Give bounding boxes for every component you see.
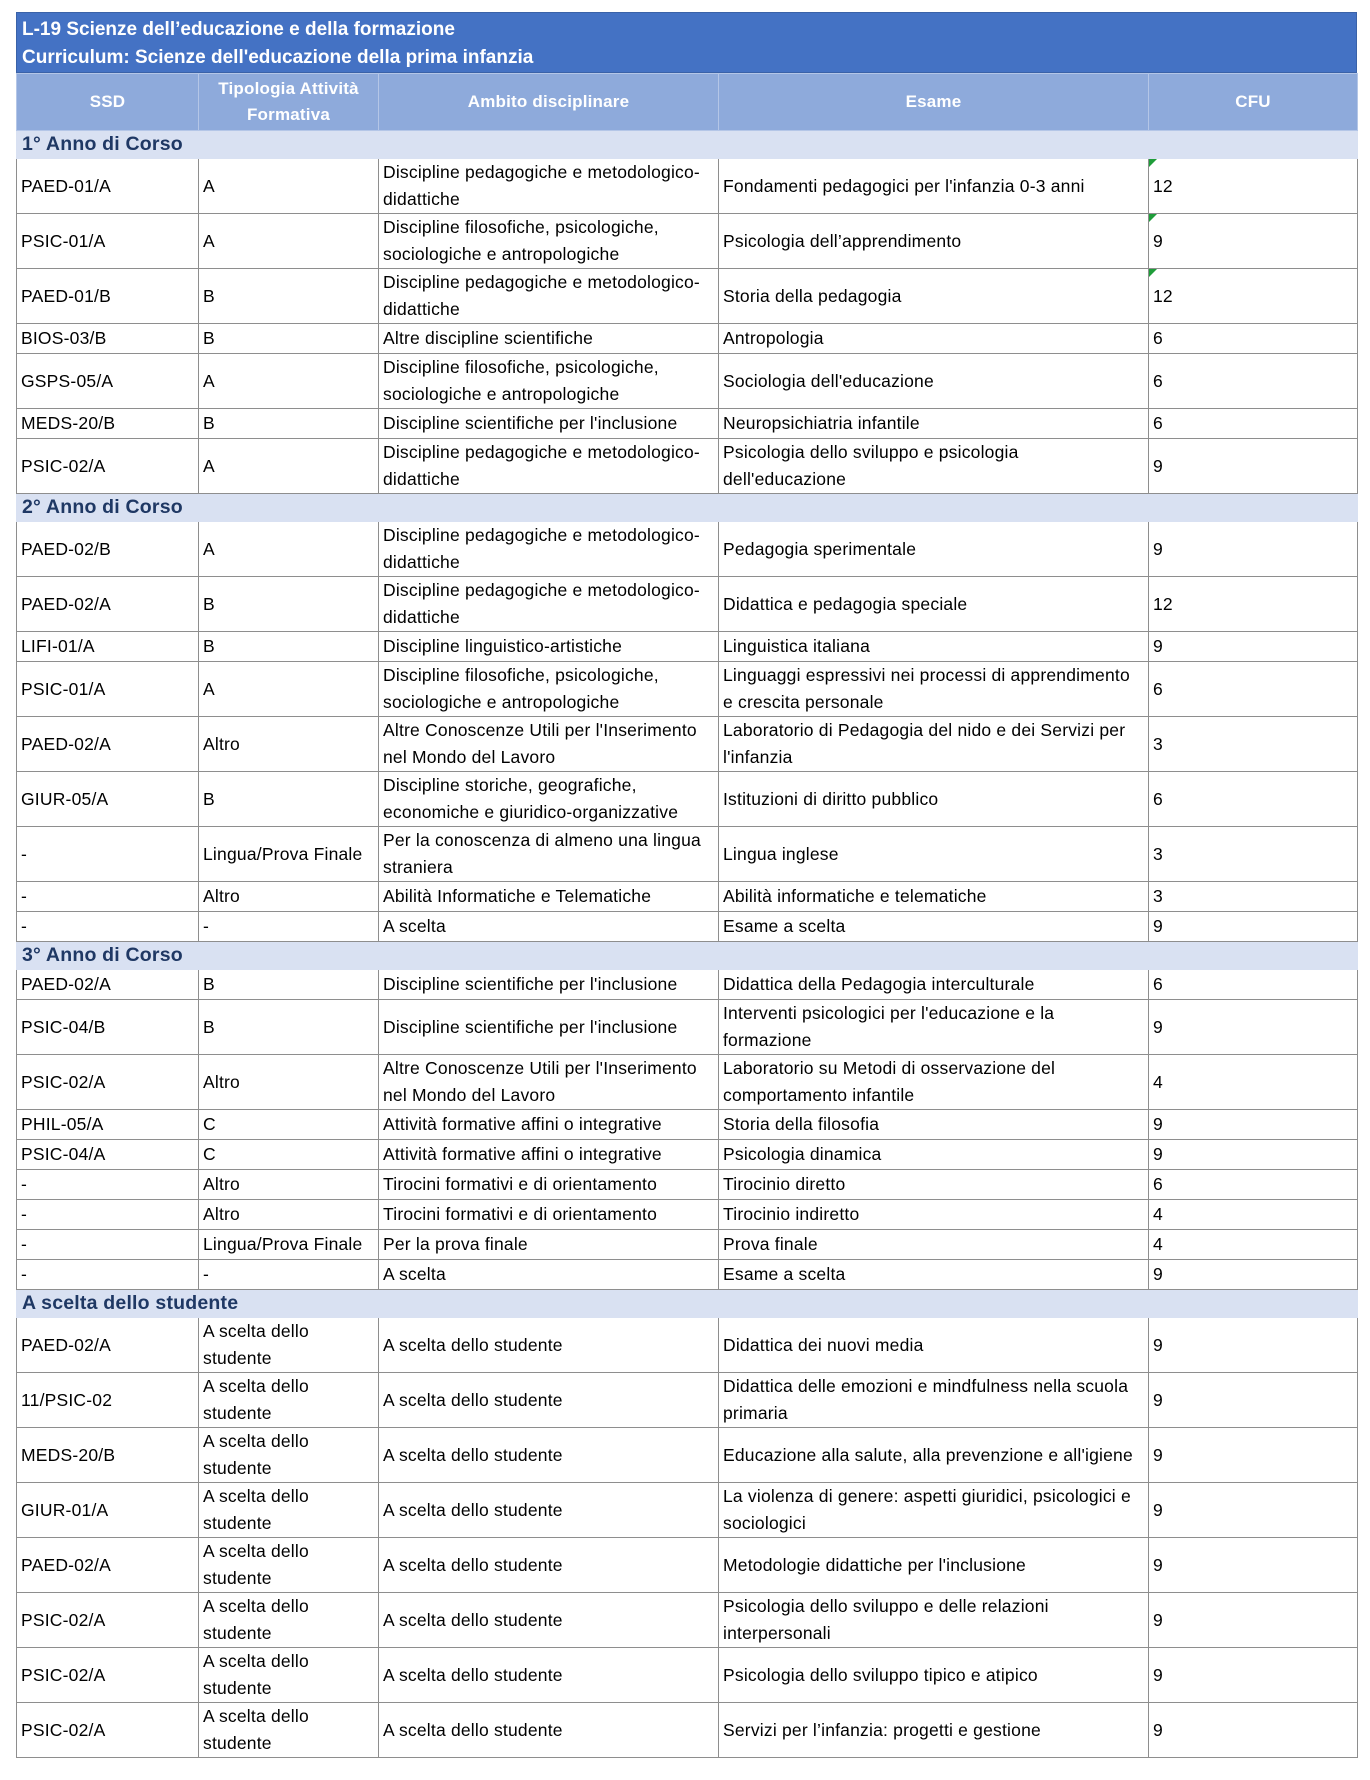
cell-ssd: MEDS-20/B	[17, 409, 199, 439]
cfu-value: 12	[1153, 285, 1173, 306]
cell-esame: Esame a scelta	[719, 1260, 1149, 1290]
cell-esame: Neuropsichiatria infantile	[719, 409, 1149, 439]
cfu-value: 9	[1153, 1499, 1163, 1520]
cell-cfu	[1149, 912, 1358, 942]
cell-esame: Didattica della Pedagogia interculturale	[719, 970, 1149, 1000]
cell-cfu	[1149, 717, 1358, 772]
table-row	[17, 439, 1358, 494]
table-row	[17, 662, 1358, 717]
cell-tipologia: B	[199, 409, 379, 439]
cell-cfu	[1149, 269, 1358, 324]
cell-ssd: -	[17, 912, 199, 942]
cell-ssd: GIUR-01/A	[17, 1483, 199, 1538]
table-row	[17, 1593, 1358, 1648]
cell-esame: Didattica dei nuovi media	[719, 1318, 1149, 1373]
cell-cfu	[1149, 1200, 1358, 1230]
cell-ambito: Attività formative affini o integrative	[379, 1110, 719, 1140]
cell-cfu	[1149, 882, 1358, 912]
cell-ambito: Abilità Informatiche e Telematiche	[379, 882, 719, 912]
cell-cfu	[1149, 1648, 1358, 1703]
cell-cfu	[1149, 409, 1358, 439]
section-header-row	[17, 131, 1358, 159]
cell-esame: Sociologia dell'educazione	[719, 354, 1149, 409]
cell-ambito: Altre discipline scientifiche	[379, 324, 719, 354]
cell-cfu	[1149, 632, 1358, 662]
cell-esame: Prova finale	[719, 1230, 1149, 1260]
cell-tipologia: -	[199, 1260, 379, 1290]
cell-esame: Tirocinio diretto	[719, 1170, 1149, 1200]
cell-esame: Esame a scelta	[719, 912, 1149, 942]
cell-ambito: Discipline scientifiche per l'inclusione	[379, 1000, 719, 1055]
column-header-tipologia: Tipologia Attività Formativa	[199, 74, 379, 131]
curriculum-title: Curriculum: Scienze dell'educazione della prima infanzia	[22, 47, 534, 68]
cell-cfu	[1149, 1230, 1358, 1260]
cell-cfu	[1149, 159, 1358, 214]
cell-tipologia: Altro	[199, 717, 379, 772]
cell-esame: Psicologia dello sviluppo e delle relazioni interpersonali	[719, 1593, 1149, 1648]
cfu-value: 6	[1153, 413, 1163, 433]
cfu-value: 9	[1153, 455, 1163, 476]
table-row	[17, 1428, 1358, 1483]
column-header-ssd: SSD	[17, 74, 199, 131]
cfu-value: 6	[1153, 678, 1163, 699]
cell-ambito: A scelta dello studente	[379, 1483, 719, 1538]
table-row	[17, 1373, 1358, 1428]
cell-ambito: Per la conoscenza di almeno una lingua straniera	[379, 827, 719, 882]
cell-cfu	[1149, 439, 1358, 494]
table-row	[17, 1200, 1358, 1230]
cell-ssd: PAED-02/A	[17, 717, 199, 772]
cell-esame: Psicologia dello sviluppo e psicologia dell'educazione	[719, 439, 1149, 494]
table-row	[17, 1703, 1358, 1758]
cell-ssd: PSIC-02/A	[17, 1703, 199, 1758]
table-row	[17, 522, 1358, 577]
section-title: 3° Anno di Corso	[17, 942, 1358, 970]
cell-ambito: Discipline pedagogiche e metodologico-didattiche	[379, 439, 719, 494]
cell-ssd: -	[17, 1200, 199, 1230]
cell-ssd: -	[17, 1170, 199, 1200]
cell-tipologia: A	[199, 439, 379, 494]
cell-ambito: A scelta dello studente	[379, 1428, 719, 1483]
courses-table	[16, 73, 1358, 1758]
cell-ssd: PSIC-01/A	[17, 662, 199, 717]
cell-cfu	[1149, 662, 1358, 717]
cell-ambito: Discipline storiche, geografiche, economiche e giuridico-organizzative	[379, 772, 719, 827]
cell-tipologia: B	[199, 632, 379, 662]
cell-cfu	[1149, 1318, 1358, 1373]
cell-cfu	[1149, 827, 1358, 882]
section-header-row	[17, 1290, 1358, 1318]
cell-ssd: LIFI-01/A	[17, 632, 199, 662]
cell-cfu	[1149, 1703, 1358, 1758]
cell-cfu	[1149, 1483, 1358, 1538]
cell-ambito: Discipline filosofiche, psicologiche, sociologiche e antropologiche	[379, 214, 719, 269]
table-row	[17, 827, 1358, 882]
cell-tipologia: A scelta dello studente	[199, 1483, 379, 1538]
table-row	[17, 882, 1358, 912]
cell-tipologia: A scelta dello studente	[199, 1593, 379, 1648]
cell-cfu	[1149, 1170, 1358, 1200]
cell-ambito: Discipline pedagogiche e metodologico-didattiche	[379, 159, 719, 214]
cell-esame: Abilità informatiche e telematiche	[719, 882, 1149, 912]
cell-ambito: Per la prova finale	[379, 1230, 719, 1260]
cfu-value: 3	[1153, 733, 1163, 754]
cell-esame: Educazione alla salute, alla prevenzione e all'igiene	[719, 1428, 1149, 1483]
cell-esame: Linguaggi espressivi nei processi di apprendimento e crescita personale	[719, 662, 1149, 717]
cell-ambito: A scelta dello studente	[379, 1373, 719, 1428]
cell-ssd: PSIC-02/A	[17, 1648, 199, 1703]
cell-esame: Psicologia dell’apprendimento	[719, 214, 1149, 269]
section-title: 1° Anno di Corso	[17, 131, 1358, 159]
cell-tipologia: A scelta dello studente	[199, 1373, 379, 1428]
cell-cfu	[1149, 772, 1358, 827]
cell-ambito: Discipline pedagogiche e metodologico-didattiche	[379, 577, 719, 632]
cell-tipologia: A	[199, 354, 379, 409]
cfu-value: 4	[1153, 1234, 1163, 1254]
cell-ssd: -	[17, 1230, 199, 1260]
cell-esame: Laboratorio su Metodi di osservazione del comportamento infantile	[719, 1055, 1149, 1110]
cell-cfu	[1149, 577, 1358, 632]
cell-ambito: A scelta dello studente	[379, 1648, 719, 1703]
section-header-row	[17, 942, 1358, 970]
table-header-row	[17, 74, 1358, 131]
cell-cfu	[1149, 1260, 1358, 1290]
cell-ambito: A scelta	[379, 1260, 719, 1290]
section-title: 2° Anno di Corso	[17, 494, 1358, 522]
cell-ssd: -	[17, 827, 199, 882]
cell-ssd: -	[17, 1260, 199, 1290]
cfu-value: 9	[1153, 230, 1163, 251]
cfu-value: 12	[1153, 175, 1173, 196]
cell-ambito: Discipline pedagogiche e metodologico-didattiche	[379, 269, 719, 324]
cfu-value: 3	[1153, 843, 1163, 864]
cell-ssd: GSPS-05/A	[17, 354, 199, 409]
cell-ssd: PSIC-04/A	[17, 1140, 199, 1170]
cell-tipologia: A scelta dello studente	[199, 1538, 379, 1593]
comment-marker-icon	[1149, 214, 1157, 222]
curriculum-sheet	[16, 12, 1357, 1758]
cell-ssd: PSIC-04/B	[17, 1000, 199, 1055]
comment-marker-icon	[1149, 159, 1157, 167]
cfu-value: 6	[1153, 974, 1163, 994]
cfu-value: 6	[1153, 370, 1163, 391]
cfu-value: 9	[1153, 538, 1163, 559]
cfu-value: 9	[1153, 916, 1163, 936]
cell-ambito: Tirocini formativi e di orientamento	[379, 1170, 719, 1200]
cell-cfu	[1149, 1538, 1358, 1593]
cell-ambito: Discipline linguistico-artistiche	[379, 632, 719, 662]
cfu-value: 9	[1153, 1609, 1163, 1630]
cfu-value: 12	[1153, 593, 1173, 614]
cell-tipologia: B	[199, 970, 379, 1000]
comment-marker-icon	[1149, 269, 1157, 277]
cell-ssd: PSIC-02/A	[17, 439, 199, 494]
table-row	[17, 269, 1358, 324]
table-row	[17, 1170, 1358, 1200]
cfu-value: 9	[1153, 1389, 1163, 1410]
cell-ssd: GIUR-05/A	[17, 772, 199, 827]
table-body	[17, 131, 1358, 1758]
cell-cfu	[1149, 1593, 1358, 1648]
table-row	[17, 1000, 1358, 1055]
cell-ambito: Altre Conoscenze Utili per l'Inserimento nel Mondo del Lavoro	[379, 1055, 719, 1110]
cfu-value: 9	[1153, 636, 1163, 656]
cell-esame: Metodologie didattiche per l'inclusione	[719, 1538, 1149, 1593]
degree-title: L-19 Scienze dell’educazione e della formazione	[22, 19, 455, 40]
cell-esame: Storia della filosofia	[719, 1110, 1149, 1140]
title-banner	[16, 12, 1357, 73]
table-row	[17, 577, 1358, 632]
cell-cfu	[1149, 970, 1358, 1000]
cell-cfu	[1149, 354, 1358, 409]
cell-cfu	[1149, 1140, 1358, 1170]
cell-ssd: PAED-02/A	[17, 970, 199, 1000]
cell-esame: Tirocinio indiretto	[719, 1200, 1149, 1230]
cell-esame: Psicologia dello sviluppo tipico e atipico	[719, 1648, 1149, 1703]
cell-ssd: PSIC-02/A	[17, 1593, 199, 1648]
cell-ambito: Altre Conoscenze Utili per l'Inserimento nel Mondo del Lavoro	[379, 717, 719, 772]
cell-esame: Fondamenti pedagogici per l'infanzia 0-3 anni	[719, 159, 1149, 214]
cell-esame: Lingua inglese	[719, 827, 1149, 882]
cell-esame: Laboratorio di Pedagogia del nido e dei Servizi per l'infanzia	[719, 717, 1149, 772]
section-header-row	[17, 494, 1358, 522]
cell-esame: Didattica delle emozioni e mindfulness nella scuola primaria	[719, 1373, 1149, 1428]
cell-ssd: PHIL-05/A	[17, 1110, 199, 1140]
cell-esame: Linguistica italiana	[719, 632, 1149, 662]
cell-tipologia: Lingua/Prova Finale	[199, 1230, 379, 1260]
cfu-value: 9	[1153, 1334, 1163, 1355]
table-row	[17, 1055, 1358, 1110]
cell-cfu	[1149, 1055, 1358, 1110]
column-header-ambito: Ambito disciplinare	[379, 74, 719, 131]
cell-ssd: MEDS-20/B	[17, 1428, 199, 1483]
cell-ambito: A scelta dello studente	[379, 1318, 719, 1373]
cell-tipologia: A scelta dello studente	[199, 1648, 379, 1703]
cfu-value: 4	[1153, 1204, 1163, 1224]
table-row	[17, 1318, 1358, 1373]
cell-esame: Interventi psicologici per l'educazione e la formazione	[719, 1000, 1149, 1055]
column-header-esame: Esame	[719, 74, 1149, 131]
cfu-value: 6	[1153, 788, 1163, 809]
cell-ssd: PSIC-02/A	[17, 1055, 199, 1110]
table-row	[17, 1260, 1358, 1290]
cell-ambito: Tirocini formativi e di orientamento	[379, 1200, 719, 1230]
cell-tipologia: B	[199, 577, 379, 632]
cell-esame: Istituzioni di diritto pubblico	[719, 772, 1149, 827]
cell-tipologia: B	[199, 269, 379, 324]
cell-ssd: PAED-01/A	[17, 159, 199, 214]
cell-ssd: 11/PSIC-02	[17, 1373, 199, 1428]
cell-tipologia: A scelta dello studente	[199, 1428, 379, 1483]
cell-tipologia: A	[199, 522, 379, 577]
cell-ssd: -	[17, 882, 199, 912]
table-row	[17, 970, 1358, 1000]
cell-ssd: PSIC-01/A	[17, 214, 199, 269]
table-row	[17, 354, 1358, 409]
cfu-value: 9	[1153, 1114, 1163, 1134]
cfu-value: 9	[1153, 1664, 1163, 1685]
cfu-value: 9	[1153, 1719, 1163, 1740]
cell-ambito: A scelta dello studente	[379, 1593, 719, 1648]
table-row	[17, 912, 1358, 942]
cell-ssd: PAED-02/A	[17, 1318, 199, 1373]
table-row	[17, 1483, 1358, 1538]
cell-tipologia: B	[199, 772, 379, 827]
cell-cfu	[1149, 1110, 1358, 1140]
cell-tipologia: -	[199, 912, 379, 942]
cell-tipologia: C	[199, 1110, 379, 1140]
cell-esame: Psicologia dinamica	[719, 1140, 1149, 1170]
table-row	[17, 717, 1358, 772]
cell-tipologia: A scelta dello studente	[199, 1703, 379, 1758]
cfu-value: 4	[1153, 1071, 1163, 1092]
cell-esame: La violenza di genere: aspetti giuridici, psicologici e sociologici	[719, 1483, 1149, 1538]
cfu-value: 9	[1153, 1144, 1163, 1164]
cfu-value: 9	[1153, 1444, 1163, 1465]
cell-cfu	[1149, 522, 1358, 577]
cell-ambito: A scelta dello studente	[379, 1538, 719, 1593]
table-row	[17, 1140, 1358, 1170]
cfu-value: 9	[1153, 1264, 1163, 1284]
cell-tipologia: A	[199, 214, 379, 269]
cell-ambito: Discipline filosofiche, psicologiche, sociologiche e antropologiche	[379, 354, 719, 409]
cell-ambito: A scelta	[379, 912, 719, 942]
cell-tipologia: A	[199, 662, 379, 717]
cell-esame: Antropologia	[719, 324, 1149, 354]
cell-ssd: PAED-01/B	[17, 269, 199, 324]
table-row	[17, 1538, 1358, 1593]
table-row	[17, 159, 1358, 214]
cell-tipologia: Lingua/Prova Finale	[199, 827, 379, 882]
cell-tipologia: Altro	[199, 1170, 379, 1200]
table-row	[17, 632, 1358, 662]
table-row	[17, 1110, 1358, 1140]
cell-esame: Servizi per l’infanzia: progetti e gestione	[719, 1703, 1149, 1758]
cfu-value: 6	[1153, 1174, 1163, 1194]
cell-cfu	[1149, 1000, 1358, 1055]
cfu-value: 9	[1153, 1016, 1163, 1037]
cell-tipologia: Altro	[199, 882, 379, 912]
cell-ambito: A scelta dello studente	[379, 1703, 719, 1758]
cfu-value: 9	[1153, 1554, 1163, 1575]
cell-ssd: PAED-02/B	[17, 522, 199, 577]
cell-cfu	[1149, 1373, 1358, 1428]
cell-ambito: Discipline scientifiche per l'inclusione	[379, 970, 719, 1000]
cell-cfu	[1149, 324, 1358, 354]
cell-cfu	[1149, 214, 1358, 269]
table-row	[17, 772, 1358, 827]
cell-ambito: Discipline filosofiche, psicologiche, sociologiche e antropologiche	[379, 662, 719, 717]
table-row	[17, 409, 1358, 439]
column-header-cfu: CFU	[1149, 74, 1358, 131]
cell-tipologia: B	[199, 324, 379, 354]
cell-cfu	[1149, 1428, 1358, 1483]
cell-ambito: Discipline pedagogiche e metodologico-didattiche	[379, 522, 719, 577]
cell-tipologia: Altro	[199, 1055, 379, 1110]
table-row	[17, 1230, 1358, 1260]
cell-ssd: PAED-02/A	[17, 1538, 199, 1593]
cfu-value: 3	[1153, 886, 1163, 906]
cell-ambito: Attività formative affini o integrative	[379, 1140, 719, 1170]
table-row	[17, 214, 1358, 269]
cell-esame: Didattica e pedagogia speciale	[719, 577, 1149, 632]
cell-tipologia: A scelta dello studente	[199, 1318, 379, 1373]
table-row	[17, 324, 1358, 354]
cell-tipologia: A	[199, 159, 379, 214]
cell-esame: Storia della pedagogia	[719, 269, 1149, 324]
cell-ssd: BIOS-03/B	[17, 324, 199, 354]
cell-tipologia: Altro	[199, 1200, 379, 1230]
cell-esame: Pedagogia sperimentale	[719, 522, 1149, 577]
cell-tipologia: C	[199, 1140, 379, 1170]
cell-ssd: PAED-02/A	[17, 577, 199, 632]
cfu-value: 6	[1153, 328, 1163, 348]
cell-tipologia: B	[199, 1000, 379, 1055]
cell-ambito: Discipline scientifiche per l'inclusione	[379, 409, 719, 439]
table-row	[17, 1648, 1358, 1703]
section-title: A scelta dello studente	[17, 1290, 1358, 1318]
